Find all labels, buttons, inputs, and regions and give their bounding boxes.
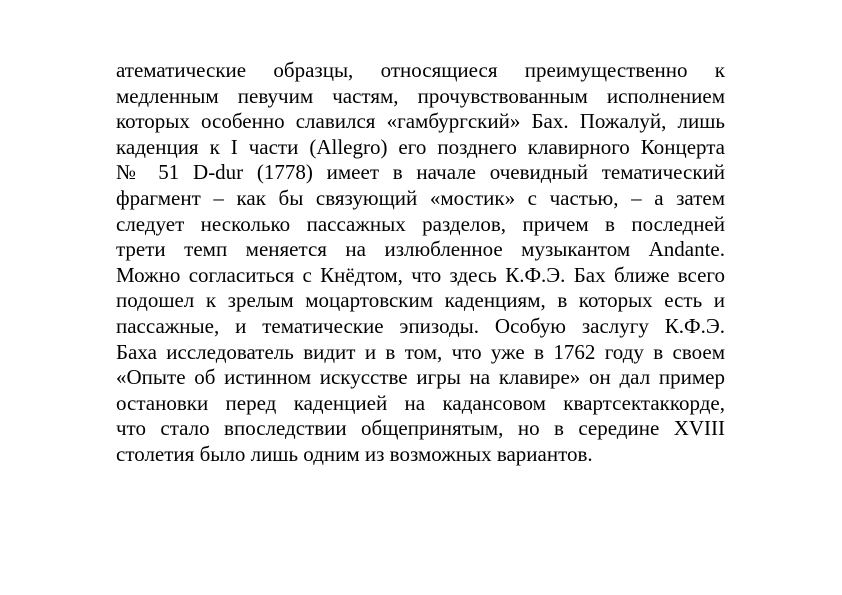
text-line: следует несколько пассажных разделов, причем в последней [116, 211, 725, 236]
body-paragraph [116, 58, 725, 468]
text-line: каденция к I части (Allegro) его позднего клавирного Концерта [116, 134, 725, 159]
text-line: которых особенно славился «гамбургский» Бах. Пожалуй, лишь [116, 109, 725, 134]
text-line: пассажные, и тематические эпизоды. Особую заслугу К.Ф.Э. [116, 313, 725, 338]
text-line: трети темп меняется на излюбленное музыкантом Andante. [116, 237, 725, 262]
text-line: «Опыте об истинном искусстве игры на клавире» он дал пример [116, 365, 725, 390]
text-line: медленным певучим частям, прочувствованным исполнением [116, 83, 725, 108]
text-line: Баха исследователь видит и в том, что уже в 1762 году в своем [116, 339, 725, 364]
text-line: № 51 D-dur (1778) имеет в начале очевидный тематический [116, 160, 725, 185]
text-line: что стало впоследствии общепринятым, но в середине XVIII [116, 416, 725, 441]
text-line: атематические образцы, относящиеся преимущественно к [116, 58, 725, 82]
text-line: подошел к зрелым моцартовским каденциям, в которых есть и [116, 288, 725, 313]
text-line: фрагмент – как бы связующий «мостик» с частью, – а затем [116, 185, 725, 210]
text-line: остановки перед каденцией на кадансовом квартсектаккорде, [116, 390, 725, 415]
text-line: Можно согласиться с Кнёдтом, что здесь К.Ф.Э. Бах ближе всего [116, 262, 725, 287]
text-line-last: столетия было лишь одним из возможных вариантов. [116, 441, 593, 466]
